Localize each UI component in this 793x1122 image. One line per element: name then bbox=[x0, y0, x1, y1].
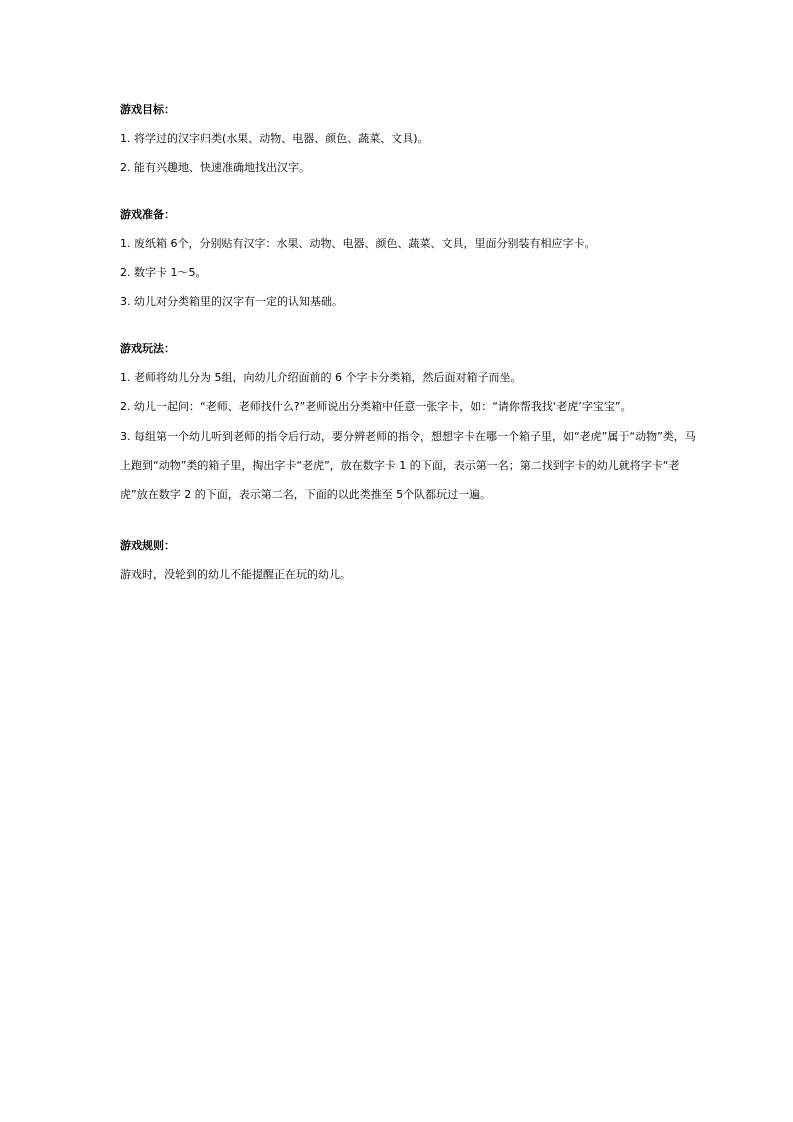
list-item-paragraph: 3. 每组第一个幼儿听到老师的指令后行动，要分辨老师的指令，想想字卡在哪一个箱子里，如“老虎”属于“动物”类，马上跑到“动物”类的箱子里，掏出字卡“老虎”，放在数字卡 1 的下面，表示第一名；第二找到字卡的幼儿就将字卡“老虎”放在数字 2 的下面，表示第二名，下面的以此类推至 5个队都玩过一遍。 bbox=[120, 430, 696, 501]
list-item: 游戏时，没轮到的幼儿不能提醒正在玩的幼儿。 bbox=[120, 568, 351, 581]
section-game-play bbox=[120, 339, 700, 509]
section-game-preparation bbox=[120, 205, 700, 312]
document-page bbox=[120, 100, 700, 612]
section-game-goals bbox=[120, 100, 700, 178]
section-heading: 游戏玩法： bbox=[120, 342, 175, 355]
list-item: 1. 将学过的汉字归类(水果、动物、电器、颜色、蔬菜、文具)。 bbox=[120, 132, 429, 145]
list-item: 3. 幼儿对分类箱里的汉字有一定的认知基础。 bbox=[120, 295, 343, 308]
section-heading: 游戏目标： bbox=[120, 103, 175, 116]
list-item: 1. 老师将幼儿分为 5组，向幼儿介绍面前的 6 个字卡分类箱，然后面对箱子而坐。 bbox=[120, 371, 522, 384]
section-heading: 游戏规则： bbox=[120, 539, 175, 552]
section-game-rules bbox=[120, 536, 700, 585]
list-item: 2. 幼儿一起问：“老师、老师找什么?”老师说出分类箱中任意一张字卡，如：“请你帮我找‘老虎’字宝宝”。 bbox=[120, 400, 632, 413]
list-item: 2. 数字卡 1～5。 bbox=[120, 266, 207, 279]
section-heading: 游戏准备： bbox=[120, 208, 175, 221]
list-item: 2. 能有兴趣地、快速准确地找出汉字。 bbox=[120, 161, 310, 174]
list-item: 1. 废纸箱 6个，分别贴有汉字：水果、动物、电器、颜色、蔬菜、文具，里面分别装有相应字卡。 bbox=[120, 237, 596, 250]
